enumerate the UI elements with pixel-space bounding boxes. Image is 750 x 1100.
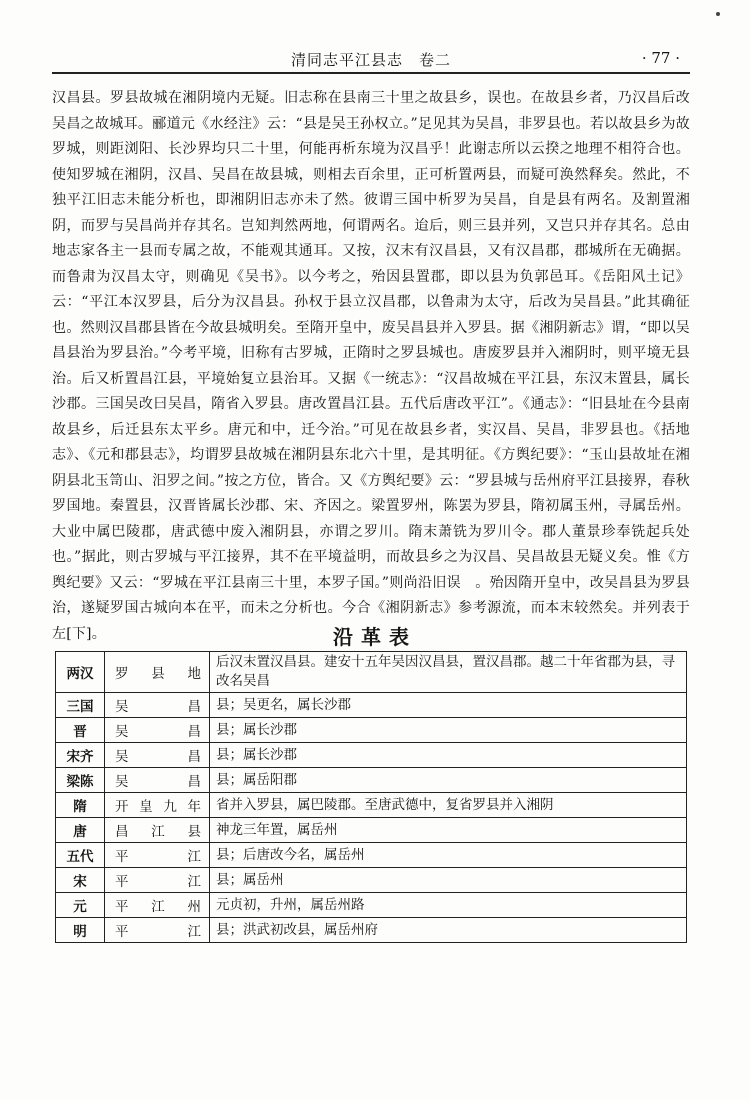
place-cell: 罗 县 地 [105,652,210,693]
table-row [56,743,687,768]
dynasty-cell: 五代 [56,843,105,868]
note-cell: 元贞初，升州，属岳州路 [210,893,687,918]
note-cell: 县；属岳阳郡 [210,768,687,793]
note-cell: 后汉末置汉昌县。建安十五年吴因汉昌县，置汉昌郡。越二十年省郡为县，寻改名吴昌 [210,652,687,693]
dynasty-cell: 晋 [56,718,105,743]
place-cell: 平 江 [105,868,210,893]
table-title: 沿革表 [333,625,417,649]
table-row [56,793,687,818]
table-row [56,843,687,868]
note-cell: 县；后唐改今名，属岳州 [210,843,687,868]
header-rule [52,72,690,74]
table-row [56,918,687,943]
dynasty-cell: 两汉 [56,652,105,693]
note-cell: 县；属长沙郡 [210,743,687,768]
table-row [56,893,687,918]
note-cell: 县；洪武初改县，属岳州府 [210,918,687,943]
place-cell: 吴 昌 [105,768,210,793]
place-cell: 昌 江 县 [105,818,210,843]
dynasty-cell: 宋齐 [56,743,105,768]
dynasty-cell: 隋 [56,793,105,818]
running-title: 清同志平江县志 卷二 [290,51,451,69]
dynasty-cell: 唐 [56,818,105,843]
note-cell: 县；吴更名，属长沙郡 [210,693,687,718]
dynasty-cell: 元 [56,893,105,918]
body-paragraph: 汉昌县。罗县故城在湘阴境内无疑。旧志称在县南三十里之故县乡，误也。在故县乡者，乃汉昌后改吴昌之故城耳。郦道元《水经注》云：“县是吴王孙权立。”足见其为吴昌，非罗县也。若以故县乡为故罗城，则距浏阳、长沙界均只二十里，何能再析东境为汉昌乎！此谢志所以云揆之地理不相符合也。使知罗城在湘阴，汉昌、吴昌在故县城，则相去百余里，正可析置两县，而疑可涣然释矣。然此，不独平江旧志未能分析也，即湘阴旧志亦未了然。彼谓三国中析罗为吴昌，自是县有两名。及割置湘阴，而罗与吴昌尚并存其名。岂知判然两地，何谓两名。迨后，则三县并列，又岂只并存其名。总由地志家各主一县而专属之故，不能观其通耳。又按，汉末有汉昌县，又有汉昌郡，郡城所在无确据。而鲁肃为汉昌太守，则确见《吴书》。以今考之，殆因县置郡，即以县为负郭邑耳。《岳阳风土记》云：“平江本汉罗县，后分为汉昌县。孙权于县立汉昌郡，以鲁肃为太守，后改为吴昌县。”此其确征也。然则汉昌郡县皆在今故县城明矣。至隋开皇中，废吴昌县并入罗县。据《湘阴新志》谓，“即以吴昌县治为罗县治。”今考平境，旧称有古罗城，正隋时之罗县城也。唐废罗县并入湘阴时，则平境无县治。后又析置昌江县，平境始复立县治耳。又据《一统志》：“汉昌故城在平江县，东汉末置县，属长沙郡。三国吴改曰吴昌，隋省入罗县。唐改置昌江县。五代后唐改平江”。《通志》：“旧县址在今县南故县乡，后迁县东太平乡。唐元和中，迁今治。”可见在故县乡者，实汉昌、吴昌，非罗县也。《括地志》、《元和郡县志》，均谓罗县故城在湘阴县东北六十里，是其明征。《方舆纪要》：“玉山县故址在湘阴县北玉笥山、汨罗之间。”按之方位，皆合。又《方舆纪要》云：“罗县城与岳州府平江县接界，春秋罗国地。秦置县，汉晋皆属长沙郡、宋、齐因之。梁置罗州，陈罢为罗县，隋初属玉州，寻属岳州。大业中属巴陵郡，唐武德中废入湘阴县，亦谓之罗川。隋末萧铣为罗川令。郡人董景珍奉铣起兵处也。”据此，则古罗城与平江接界，其不在平境益明，而故县乡之为汉昌、吴昌故县无疑义矣。惟《方舆纪要》又云：“罗城在平江县南三十里，本罗子国。”则尚沿旧误 。殆因隋开皇中，改吴昌县为罗县治，遂疑罗国古城向本在平，而未之分析也。今合《湘阴新志》参考源流，而本末较然矣。并列表于左[下]。 [52,90,690,642]
note-cell: 神龙三年置，属岳州 [210,818,687,843]
table-row [56,652,687,693]
dynasty-cell: 宋 [56,868,105,893]
page-header [52,40,690,74]
note-cell: 县；属岳州 [210,868,687,893]
place-cell: 平 江 [105,918,210,943]
place-cell: 平 江 [105,843,210,868]
place-cell: 吴 昌 [105,693,210,718]
dynasty-cell: 三国 [56,693,105,718]
table-row [56,693,687,718]
table-row [56,768,687,793]
note-cell: 省并入罗县，属巴陵郡。至唐武德中，复省罗县并入湘阴 [210,793,687,818]
place-cell: 吴 昌 [105,743,210,768]
table-row [56,818,687,843]
table-row [56,868,687,893]
note-cell: 县；属长沙郡 [210,718,687,743]
scan-speck [716,12,720,16]
table-row [56,718,687,743]
place-cell: 吴 昌 [105,718,210,743]
place-cell: 平 江 州 [105,893,210,918]
dynasty-cell: 明 [56,918,105,943]
place-cell: 开皇九年 [105,793,210,818]
evolution-table [55,651,687,943]
page-number: · 77 · [641,49,680,67]
dynasty-cell: 梁陈 [56,768,105,793]
